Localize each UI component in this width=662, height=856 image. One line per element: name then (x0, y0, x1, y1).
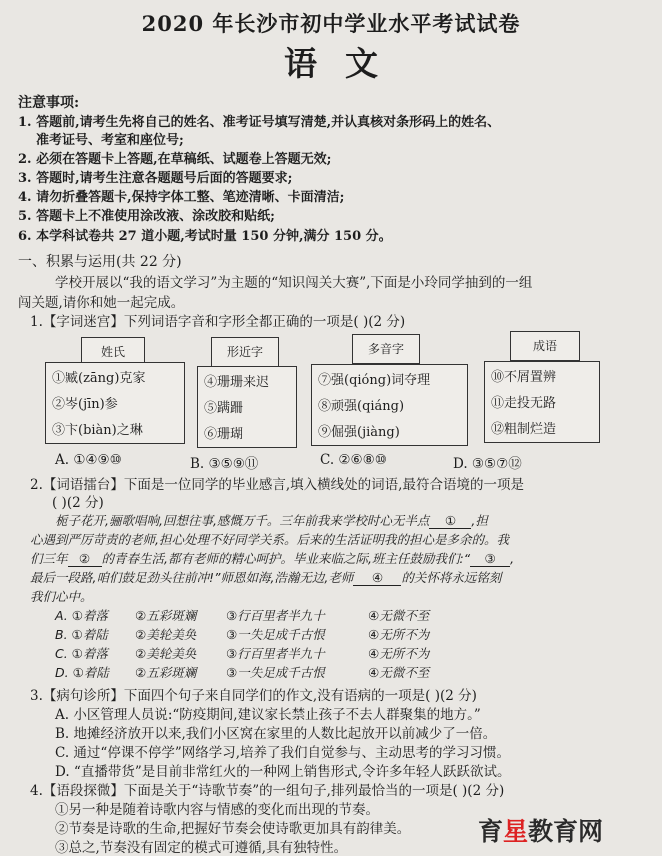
note-item: 准考证号、考室和座位号; (36, 133, 184, 148)
q1-item: ⑪走投无路 (491, 396, 557, 411)
q2-passage-line: 栀子花开,骊歌唱响,回想往事,感慨万千。三年前我来学校时心无半点 ① ,担 (55, 513, 488, 528)
note-item: 5. 答题卡上不准使用涂改液、涂改胶和贴纸; (18, 209, 275, 224)
q4-stem: 4.【语段探微】下面是关于“诗歌节奏”的一组句子,排列最恰当的一项是( )(2 分) (30, 783, 505, 799)
q2-blank-3: ③ (470, 551, 510, 567)
q1-item: ⑨倔强(jiàng) (318, 425, 400, 440)
note-item: 2. 必须在答题卡上答题,在草稿纸、试题卷上答题无效; (18, 152, 332, 167)
q1-group-label: 形近字 (211, 337, 279, 367)
note-item: 6. 本学科试卷共 27 道小题,考试时量 150 分钟,满分 150 分。 (18, 229, 392, 244)
q1-group-label: 多音字 (352, 334, 420, 364)
q2-blank-1: ① (429, 513, 471, 529)
q1-item: ⑦强(qióng)词夺理 (318, 373, 431, 388)
exam-title: 2020 年长沙市初中学业水平考试试卷 (141, 11, 521, 36)
q2-stem: 2.【词语擂台】下面是一位同学的毕业感言,填入横线处的词语,最符合语境的一项是 (30, 477, 524, 493)
q1-choice-c: C. ②⑥⑧⑩ (320, 452, 387, 468)
q1-stem: 1.【字词迷宫】下列词语字音和字形全都正确的一项是( )(2 分) (30, 314, 406, 330)
q3-option-a: A. 小区管理人员说:“防疫期间,建议家长禁止孩子不去人群聚集的地方。” (55, 707, 481, 723)
section-intro: 学校开展以“我的语文学习”为主题的“知识闯关大赛”,下面是小玲同学抽到的一组 (55, 275, 533, 291)
q1-item: ⑫粗制烂造 (491, 422, 557, 437)
q1-group-box (45, 362, 185, 444)
q3-option-b: B. 地摊经济放开以来,我们小区窝在家里的人数比起放开以前减少了一倍。 (55, 726, 497, 742)
q2-passage-line: 我们心中。 (30, 589, 93, 604)
q4-item: ③总之,节奏没有固定的模式可遵循,具有独特性。 (55, 840, 348, 856)
section-heading: 一、积累与运用(共 22 分) (18, 254, 182, 270)
q1-group-box (484, 361, 600, 443)
q2-blank-2: ② (68, 551, 102, 567)
q2-passage-line: 最后一段路,咱们鼓足劲头往前冲!”师恩如海,浩瀚无边,老师 ④ 的关怀将永远铭刻 (30, 570, 502, 585)
q2-blank-4: ④ (353, 570, 401, 586)
q2-passage-line: 心遇到严厉苛责的老师,担心处理不好同学关系。后来的生活证明我的担心是多余的。我 (30, 532, 509, 547)
q4-item: ②节奏是诗歌的生命,把握好节奏会使诗歌更加具有韵律美。 (55, 821, 411, 837)
note-item: 1. 答题前,请考生先将自己的姓名、准考证号填写清楚,并认真核对条形码上的姓名、 (18, 115, 501, 130)
q1-item: ③卞(biàn)之琳 (52, 423, 143, 438)
q2-option-a: A. ①着落 ②五彩斑斓 ③行百里者半九十 ④无微不至 (55, 608, 430, 623)
q1-choice-d: D. ③⑤⑦⑫ (453, 456, 522, 472)
q2-stem-cont: ( )(2 分) (52, 495, 104, 511)
q1-item: ⑥珊瑚 (204, 427, 244, 442)
q1-group-label: 成语 (510, 331, 580, 361)
watermark-logo: 育星教育网 (478, 817, 604, 846)
q1-item: ⑩不屑置辨 (491, 370, 557, 385)
q2-option-b: B. ①着陆 ②美轮美奂 ③一失足成千古恨 ④无所不为 (55, 627, 430, 642)
q4-item: ①另一种是随着诗歌内容与情感的变化而出现的节奏。 (55, 802, 379, 818)
q3-stem: 3.【病句诊所】下面四个句子来自同学们的作文,没有语病的一项是( )(2 分) (30, 688, 477, 704)
q1-item: ④珊珊来迟 (204, 375, 270, 390)
q1-choice-b: B. ③⑤⑨⑪ (190, 456, 259, 472)
q2-passage-line: 们三年 ② 的青春生活,都有老师的精心呵护。毕业来临之际,班主任鼓励我们:“ ③ , (30, 551, 515, 566)
note-item: 4. 请勿折叠答题卡,保持字体工整、笔迹清晰、卡面清洁; (18, 190, 345, 205)
q1-item: ⑤蹒跚 (204, 401, 244, 416)
notes-heading: 注意事项: (18, 95, 80, 111)
q3-option-d: D. “直播带货”是目前非常红火的一种网上销售形式,令许多年轻人跃跃欲试。 (55, 764, 511, 780)
q1-item: ②岑(jīn)参 (52, 397, 118, 412)
q1-group-box (197, 366, 297, 448)
note-item: 3. 答题时,请考生注意各题题号后面的答题要求; (18, 171, 293, 186)
q3-option-c: C. 通过“停课不停学”网络学习,培养了我们自觉参与、主动思考的学习习惯。 (55, 745, 511, 761)
q1-group-box (311, 364, 468, 446)
subject-title: 语文 (284, 44, 406, 83)
q1-choice-a: A. ①④⑨⑩ (55, 452, 122, 468)
q1-group-label: 姓氏 (81, 337, 145, 367)
q1-item: ⑧顽强(qiáng) (318, 399, 405, 414)
q2-option-d: D. ①着陆 ②五彩斑斓 ③一失足成千古恨 ④无微不至 (55, 665, 430, 680)
q2-option-c: C. ①着落 ②美轮美奂 ③行百里者半九十 ④无所不为 (55, 646, 430, 661)
section-intro: 闯关题,请你和她一起完成。 (18, 295, 185, 311)
q1-item: ①臧(zāng)克家 (52, 371, 146, 386)
